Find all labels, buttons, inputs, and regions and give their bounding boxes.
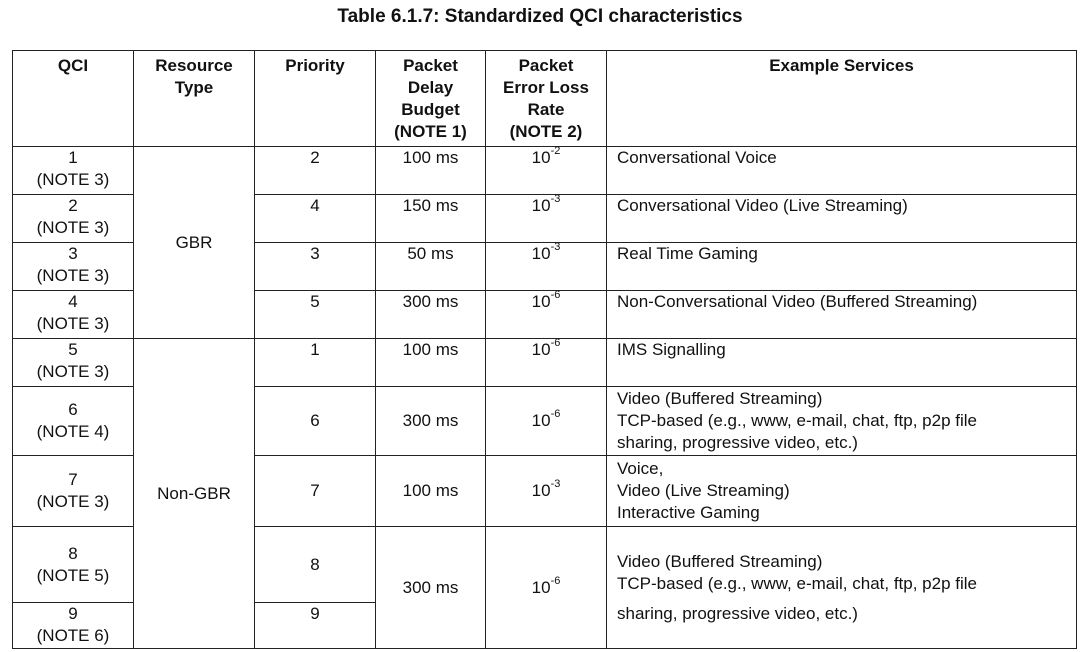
qci-cell: 8 (NOTE 5) [13, 527, 134, 603]
qci-table [12, 50, 1077, 649]
header-resource-type: Resource Type [134, 51, 255, 147]
priority-cell: 7 [255, 456, 376, 527]
header-row [13, 51, 1077, 147]
table-title: Table 6.1.7: Standardized QCI characteristics [337, 6, 743, 27]
resource-type-non-gbr: Non-GBR [134, 339, 255, 649]
services-cell: Conversational Video (Live Streaming) [607, 195, 1077, 243]
loss-rate-cell: $10^{-6}$ [486, 339, 607, 387]
table-row [13, 147, 1077, 195]
delay-cell: 100 ms [376, 339, 486, 387]
priority-cell: 4 [255, 195, 376, 243]
qci-cell: 5 (NOTE 3) [13, 339, 134, 387]
delay-cell: 100 ms [376, 456, 486, 527]
priority-cell: 1 [255, 339, 376, 387]
priority-cell: 6 [255, 387, 376, 456]
qci-cell: 3 (NOTE 3) [13, 243, 134, 291]
services-cell: Real Time Gaming [607, 243, 1077, 291]
loss-rate-cell: $10^{-6}$ [486, 527, 607, 649]
qci-cell: 1 (NOTE 3) [13, 147, 134, 195]
qci-cell: 7 (NOTE 3) [13, 456, 134, 527]
services-cell: Voice, Video (Live Streaming) Interactive Gaming [607, 456, 1077, 527]
resource-type-gbr: GBR [134, 147, 255, 339]
loss-rate-cell: $10^{-6}$ [486, 291, 607, 339]
delay-cell: 300 ms [376, 291, 486, 339]
services-cell: Conversational Voice [607, 147, 1077, 195]
header-priority: Priority [255, 51, 376, 147]
header-qci: QCI [13, 51, 134, 147]
qci-cell: 9 (NOTE 6) [13, 603, 134, 649]
header-delay-budget: Packet Delay Budget (NOTE 1) [376, 51, 486, 147]
services-cell: Video (Buffered Streaming) TCP-based (e.g., www, e-mail, chat, ftp, p2p file sharing, progressive video, etc.) [607, 387, 1077, 456]
loss-rate-cell: $10^{-3}$ [486, 195, 607, 243]
qci-cell: 6 (NOTE 4) [13, 387, 134, 456]
services-cell: IMS Signalling [607, 339, 1077, 387]
priority-cell: 8 [255, 527, 376, 603]
priority-cell: 5 [255, 291, 376, 339]
loss-rate-cell: $10^{-2}$ [486, 147, 607, 195]
qci-cell: 4 (NOTE 3) [13, 291, 134, 339]
delay-cell: 150 ms [376, 195, 486, 243]
header-example-services: Example Services [607, 51, 1077, 147]
delay-cell: 300 ms [376, 527, 486, 649]
qci-cell: 2 (NOTE 3) [13, 195, 134, 243]
delay-cell: 300 ms [376, 387, 486, 456]
loss-rate-cell: $10^{-3}$ [486, 243, 607, 291]
header-error-loss-rate: Packet Error Loss Rate (NOTE 2) [486, 51, 607, 147]
services-cell: Non-Conversational Video (Buffered Streaming) [607, 291, 1077, 339]
priority-cell: 9 [255, 603, 376, 649]
services-cell: Video (Buffered Streaming) TCP-based (e.g., www, e-mail, chat, ftp, p2p file sharing, progressive video, etc.) [607, 527, 1077, 649]
table-row [13, 339, 1077, 387]
priority-cell: 2 [255, 147, 376, 195]
priority-cell: 3 [255, 243, 376, 291]
loss-rate-cell: $10^{-3}$ [486, 456, 607, 527]
loss-rate-cell: $10^{-6}$ [486, 387, 607, 456]
delay-cell: 50 ms [376, 243, 486, 291]
delay-cell: 100 ms [376, 147, 486, 195]
